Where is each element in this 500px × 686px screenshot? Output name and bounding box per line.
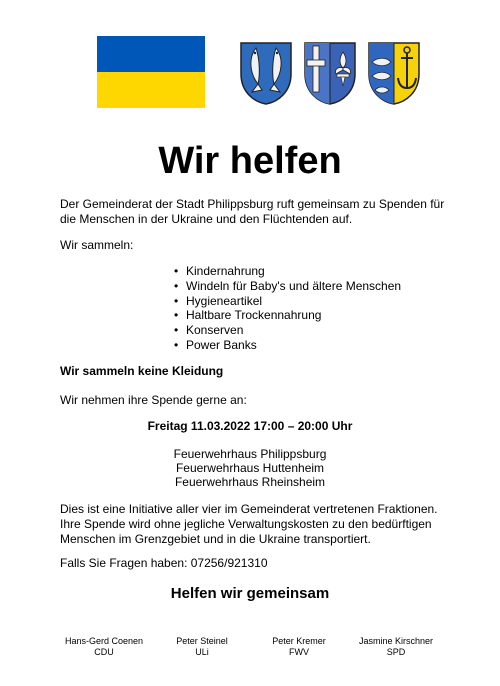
list-item: • Hygieneartikel [174, 294, 401, 309]
donation-items-list [174, 264, 401, 353]
accept-text: Wir nehmen ihre Spende gerne an: [60, 393, 247, 407]
signatory-party: CDU [94, 647, 114, 657]
list-item: • Haltbare Trockennahrung [174, 308, 401, 323]
flag-blue-stripe [97, 36, 205, 72]
signatory-1 [49, 636, 159, 658]
signatory-party: ULi [195, 647, 209, 657]
coats-of-arms [238, 40, 422, 108]
location-item: Feuerwehrhaus Philippsburg [173, 447, 327, 461]
list-item: • Kindernahrung [174, 264, 401, 279]
signatory-2 [147, 636, 257, 658]
signatory-party: FWV [289, 647, 309, 657]
location-item: Feuerwehrhaus Rheinsheim [174, 475, 326, 489]
intro-text: Der Gemeinderat der Stadt Philippsburg ruft gemeinsam zu Spenden für die Menschen in der Ukraine und den Flüchtenden auf. [60, 197, 445, 226]
signatory-3 [244, 636, 354, 658]
collection-date: Freitag 11.03.2022 17:00 – 20:00 Uhr [147, 419, 353, 433]
fish-anchor-crest-icon [366, 40, 422, 106]
ukraine-flag [97, 36, 205, 108]
cross-lily-crest-icon [302, 40, 358, 106]
signatory-name: Peter Kremer [272, 636, 326, 646]
list-item: • Power Banks [174, 338, 401, 353]
list-item: • Konserven [174, 323, 401, 338]
page-title: Wir helfen [158, 140, 342, 182]
location-item: Feuerwehrhaus Huttenheim [175, 461, 325, 475]
closing-slogan: Helfen wir gemeinsam [170, 585, 330, 602]
signatory-4 [341, 636, 451, 658]
flag-yellow-stripe [97, 72, 205, 108]
signatory-name: Jasmine Kirschner [358, 636, 434, 646]
list-item: • Windeln für Baby's und ältere Menschen [174, 279, 401, 294]
initiative-text: Dies ist eine Initiative aller vier im Gemeinderat vertretenen Fraktionen. Ihre Spende wird ohne jegliche Verwaltungskosten zu den bedürftigen Menschen im Grenzgebiet und in die Ukraine transportiert. [60, 502, 438, 546]
fish-crest-icon [238, 40, 294, 106]
signatory-name: Hans-Gerd Coenen [64, 636, 144, 646]
collect-heading: Wir sammeln: [60, 238, 134, 252]
signatory-name: Peter Steinel [176, 636, 228, 646]
contact-text: Falls Sie Fragen haben: 07256/921310 [60, 556, 268, 570]
signatory-party: SPD [386, 647, 406, 657]
no-clothing-notice: Wir sammeln keine Kleidung [60, 364, 224, 378]
